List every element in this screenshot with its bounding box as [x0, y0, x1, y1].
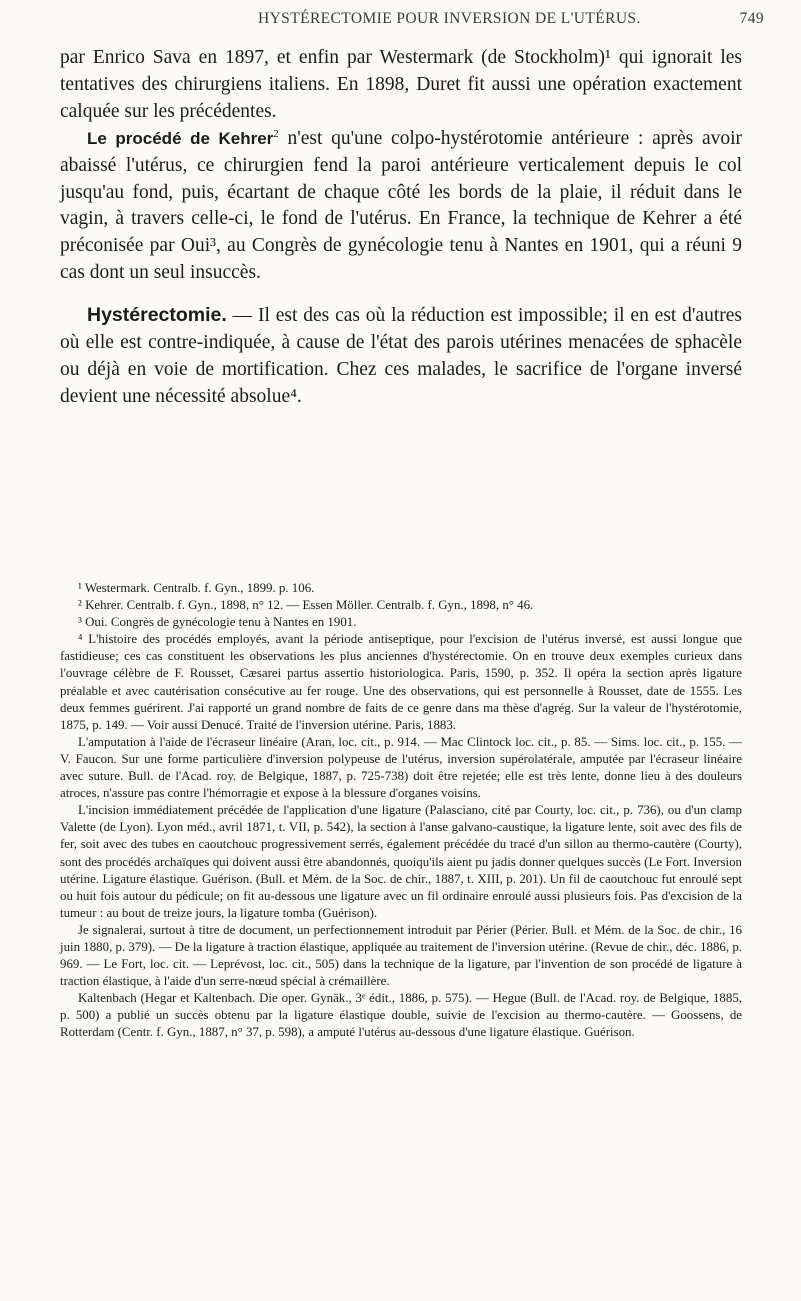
- kehrer-text: n'est qu'une colpo-hystérotomie antérieure : après avoir abaissé l'utérus, ce chirurgien fend la paroi antérieure verticalement depuis le col jusqu'au fond, puis, écartant de chaque côté les bords de la plaie, il réduit dans le vagin, à travers celle-ci, le fond de l'utérus. En France, la technique de Kehrer a été préconisée par Oui³, au Congrès de gynécologie tenu à Nantes en 1901, qui a réuni 9 cas dont un seul insuccès.: [60, 127, 743, 284]
- page-number: 749: [739, 10, 764, 27]
- footnote-4-kaltenbach: Kaltenbach (Hegar et Kaltenbach. Die oper. Gynäk., 3ᵉ édit., 1886, p. 575). — Hegue (Bull. de l'Acad. roy. de Belgique, 1885, p. 500) a publié un succès obtenu par la ligature élastique double, suivie de l'excision au thermo-cautère. — Goossens, de Rotterdam (Centr. f. Gyn., 1887, n° 37, p. 598), a amputé l'utérus au-dessous d'une ligature élastique. Guérison.: [60, 991, 742, 1040]
- kehrer-lead: Le procédé de Kehrer: [87, 128, 274, 148]
- main-text: [60, 45, 742, 411]
- paragraph-kehrer: [60, 126, 742, 287]
- footnote-1: ¹ Westermark. Centralb. f. Gyn., 1899. p. 106.: [78, 581, 315, 595]
- paragraph-sava: par Enrico Sava en 1897, et enfin par Westermark (de Stockholm)¹ qui ignorait les tentatives des chirurgiens italiens. En 1898, Duret fit aussi une opération exactement calquée sur les précédentes.: [60, 47, 742, 122]
- footnote-4: ⁴ L'histoire des procédés employés, avant la période antiseptique, pour l'excision de l'utérus inversé, est aussi longue que fastidieuse; ces cas constituent les observations les plus anciennes d'hystérectomie. On en trouve deux exemples curieux dans l'ouvrage célèbre de F. Rousset, Cæsarei partus assertio historiologica. Paris, 1590, p. 352. Il opéra la section après ligature préalable et avec cautérisation consécutive au fer rouge. Une des observations, qui est personnelle à Rousset, date de 1555. Les deux femmes guérirent. J'ai rapporté un grand nombre de faits de ce genre dans ma thèse d'agrég. Sur la valeur de l'hystérotomie, 1875, p. 149. — Voir aussi Denucé. Traité de l'inversion utérine. Paris, 1883.: [60, 632, 742, 732]
- paragraph-hysterectomie: [60, 302, 742, 411]
- section-heading-hysterectomie: Hystérectomie.: [87, 304, 227, 327]
- footnote-2: ² Kehrer. Centralb. f. Gyn., 1898, n° 12. — Essen Möller. Centralb. f. Gyn., 1898, n° 46.: [78, 598, 534, 613]
- footnote-4-ecraseur: L'amputation à l'aide de l'écraseur linéaire (Aran, loc. cit., p. 914. — Mac Clintock loc. cit., p. 85. — Sims. loc. cit., p. 155. — V. Faucon. Sur une forme particulière d'inversion polypeuse de l'utérus, inversion supérolatérale, amputée par l'écraseur linéaire avec suture. Bull. de l'Acad. roy. de Belgique, 1887, p. 725-738) doit être rejetée; elle est très lente, donne lieu à des douleurs atroces, n'assure pas contre l'hémorragie et expose à la blessure d'organes voisins.: [60, 734, 742, 801]
- footnotes: [60, 580, 742, 1042]
- footnote-4-incision: L'incision immédiatement précédée de l'application d'une ligature (Palasciano, cité par Courty, loc. cit., p. 736), ou d'un clamp Valette (de Lyon). Lyon méd., avril 1871, t. VII, p. 542), la section à l'anse galvano-caustique, la ligature lente, soit avec des fils de fer, soit avec des tubes en caoutchouc progressivement serrés, également précédée du tracé d'un sillon au thermo-cautère (Courty), sont des procédés archaïques qui doivent aussi être abandonnés, quoiqu'ils aient pu jadis donner quelques succès (Le Fort. Inversion utérine. Ligature élastique. Guérison. (Bull. et Mém. de la Soc. de chir., 1887, t. XIII, p. 201). Un fil de caoutchouc fut enroulé sept ou huit fois autour du pédicule; on fit au-dessous une ligature avec un fil ordinaire enroulé aussi plusieurs fois. Pas d'excision de la tumeur : au bout de treize jours, la ligature tomba (Guérison).: [60, 803, 742, 920]
- hysterectomie-text: — Il est des cas où la réduction est impossible; il en est d'autres où elle est contre-indiquée, à cause de l'état des parois utérines menacées de sphacèle ou déjà en voie de mortification. Chez ces malades, le sacrifice de l'organe inversé devient une nécessité absolue⁴.: [60, 305, 742, 407]
- footnote-ref-2: 2: [273, 127, 279, 140]
- footnote-3: ³ Oui. Congrès de gynécologie tenu à Nantes en 1901.: [78, 615, 357, 630]
- running-title: HYSTÉRECTOMIE POUR INVERSION DE L'UTÉRUS.: [258, 10, 641, 27]
- footnote-4-perier: Je signalerai, surtout à titre de document, un perfectionnement introduit par Périer (Périer. Bull. et Mém. de la Soc. de chir., 16 juin 1880, p. 379). — De la ligature à traction élastique, appliquée au traitement de l'inversion utérine. (Revue de chir., déc. 1886, p. 969. — Le Fort, loc. cit. — Leprévost, loc. cit., 505) dans la technique de la ligature, par l'invention de son procédé de ligature à traction élastique, à l'aide d'un serre-nœud spécial à crémaillère.: [60, 922, 742, 989]
